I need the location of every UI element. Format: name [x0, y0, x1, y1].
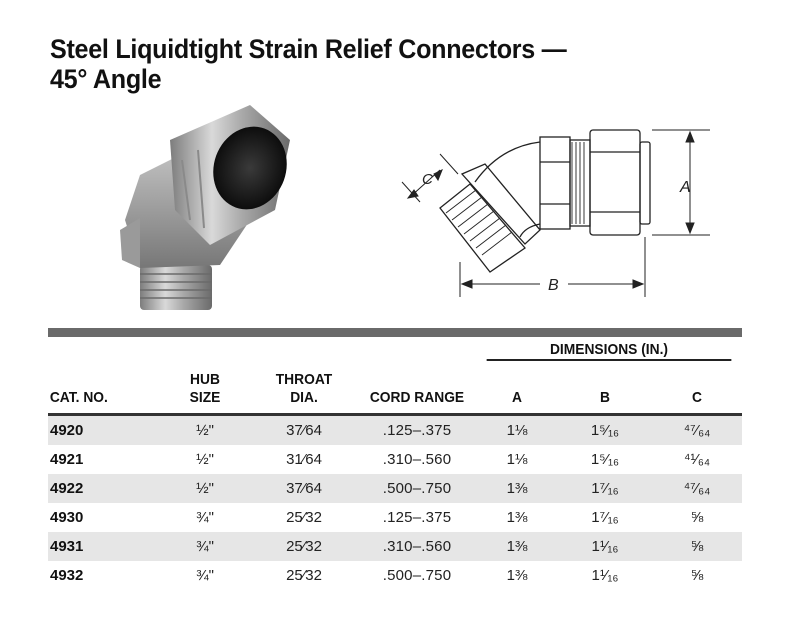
cell-cat: 4922: [48, 474, 160, 503]
cell-c: ⅝: [690, 509, 704, 526]
section-divider: [48, 328, 742, 337]
cell-hub: ½": [196, 451, 214, 468]
cell-b: 1¹⁄₁₆: [591, 567, 619, 584]
cell-cat: 4920: [48, 415, 160, 446]
cell-throat: 31⁄64: [286, 451, 322, 468]
cell-hub: ¾": [160, 532, 250, 561]
cell-throat: 25⁄32: [286, 567, 322, 584]
table-row: [48, 445, 742, 474]
table-row: [48, 415, 742, 446]
cell-cord: .310–.560: [382, 451, 452, 468]
table-row: [48, 532, 742, 561]
cell-cord: .500–.750: [358, 474, 476, 503]
cell-a: 1⅜: [506, 567, 528, 584]
cell-cat: 4921: [50, 451, 84, 468]
cell-hub: ½": [160, 415, 250, 446]
cell-c: ⁴⁷⁄₆₄: [652, 415, 742, 446]
cell-c: ⅝: [690, 567, 704, 584]
cell-c: ⅝: [652, 532, 742, 561]
cell-a: 1⅜: [476, 474, 558, 503]
cell-c: ⁴¹⁄₆₄: [683, 451, 711, 468]
cell-cat: 4932: [50, 567, 84, 584]
connector-photo: [100, 100, 320, 330]
cell-cat: 4930: [50, 509, 84, 526]
cell-throat: 37⁄64: [250, 474, 358, 503]
header-group-row: [48, 337, 742, 365]
dimension-drawing: [390, 112, 720, 307]
col-cord-range: CORD RANGE: [369, 389, 465, 406]
cell-b: 1⁷⁄₁₆: [558, 474, 652, 503]
table-row: [48, 474, 742, 503]
dimensions-header: DIMENSIONS (IN.): [487, 337, 732, 365]
cell-a: 1⅛: [506, 451, 528, 468]
col-dim-a: A: [512, 389, 522, 406]
col-hub-size: HUB SIZE: [189, 371, 221, 406]
col-dim-c: C: [692, 389, 702, 406]
title-line-2: 45° Angle: [50, 64, 162, 94]
cell-b: 1⁵⁄₁₆: [590, 451, 620, 468]
cell-cord: .125–.375: [382, 509, 452, 526]
cell-hub: ¾": [196, 567, 214, 584]
col-throat-dia: THROAT DIA.: [275, 371, 333, 406]
label-c: C: [422, 171, 433, 188]
cell-hub: ¾": [196, 509, 214, 526]
table-row: [48, 503, 742, 532]
cell-b: 1¹⁄₁₆: [558, 532, 652, 561]
title-line-1: Steel Liquidtight Strain Relief Connectors —: [50, 34, 567, 64]
cell-throat: 25⁄32: [286, 509, 322, 526]
cell-b: 1⁷⁄₁₆: [591, 509, 619, 526]
cell-cat: 4931: [48, 532, 160, 561]
cell-b: 1⁵⁄₁₆: [558, 415, 652, 446]
header-row: [48, 365, 742, 415]
col-cat-no: CAT. NO.: [49, 389, 108, 406]
cell-cord: .500–.750: [382, 567, 452, 584]
cell-a: 1⅛: [476, 415, 558, 446]
cell-a: 1⅜: [476, 532, 558, 561]
spec-table: [48, 337, 742, 590]
cell-throat: 37⁄64: [250, 415, 358, 446]
label-b: B: [548, 277, 559, 294]
cell-c: ⁴⁷⁄₆₄: [652, 474, 742, 503]
col-dim-b: B: [600, 389, 610, 406]
label-a: A: [680, 179, 691, 196]
cell-a: 1⅜: [506, 509, 528, 526]
table-row: [48, 561, 742, 590]
cell-throat: 25⁄32: [250, 532, 358, 561]
cell-cord: .125–.375: [358, 415, 476, 446]
page-title: [50, 34, 566, 94]
cell-hub: ½": [160, 474, 250, 503]
cell-cord: .310–.560: [358, 532, 476, 561]
